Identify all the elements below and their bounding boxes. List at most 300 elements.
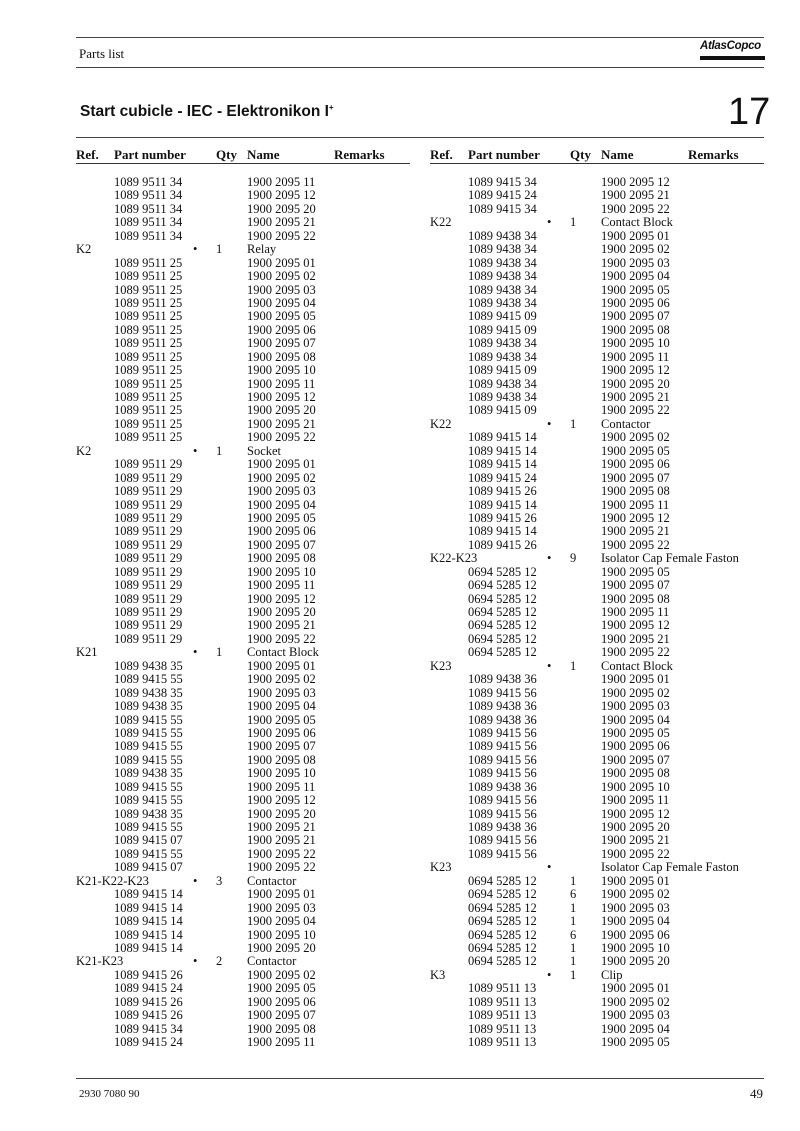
parts-row — [76, 431, 410, 444]
cell-name: 1900 2095 22 — [247, 846, 316, 861]
parts-row — [430, 660, 764, 673]
parts-row — [76, 270, 410, 283]
logo-wordmark: AtlasCopco — [700, 40, 761, 52]
cell-name: 1900 2095 11 — [247, 779, 316, 794]
cell-name: 1900 2095 12 — [247, 390, 316, 404]
parts-row — [76, 579, 410, 592]
parts-row — [76, 969, 410, 982]
parts-row — [76, 1009, 410, 1022]
parts-row — [430, 619, 764, 632]
cell-name: 1900 2095 07 — [247, 537, 316, 552]
cell-part-number: 1089 9438 35 — [114, 699, 183, 714]
cell-name: 1900 2095 05 — [247, 309, 316, 324]
cell-name: 1900 2095 12 — [601, 363, 670, 378]
cell-name: 1900 2095 08 — [247, 1021, 316, 1036]
column-header — [76, 147, 410, 164]
parts-row — [76, 378, 410, 391]
parts-row — [430, 243, 764, 256]
cell-part-number: 0694 5285 12 — [468, 564, 537, 579]
col-part-number-header: Part number — [468, 147, 540, 162]
cell-qty: 1 — [570, 940, 577, 955]
col-name-header: Name — [601, 147, 634, 162]
parts-row — [430, 942, 764, 955]
cell-part-number: 1089 9511 25 — [114, 295, 183, 310]
cell-ref: K23 — [430, 658, 452, 673]
cell-part-number: 0694 5285 12 — [468, 900, 537, 915]
cell-part-number: 1089 9415 56 — [468, 685, 537, 700]
parts-row — [76, 633, 410, 646]
cell-name: 1900 2095 06 — [247, 322, 316, 337]
cell-qty: 9 — [570, 551, 577, 566]
cell-part-number: 1089 9415 07 — [114, 860, 183, 875]
col-part-number-header: Part number — [114, 147, 186, 162]
cell-part-number: 1089 9415 26 — [468, 484, 537, 499]
cell-name: 1900 2095 01 — [601, 981, 670, 996]
cell-part-number: 1089 9511 25 — [114, 363, 183, 378]
cell-part-number: 1089 9511 29 — [114, 578, 183, 593]
cell-name: 1900 2095 06 — [601, 457, 670, 472]
cell-part-number: 1089 9415 24 — [114, 981, 183, 996]
cell-bullet: • — [193, 443, 198, 458]
cell-part-number: 1089 9415 14 — [468, 430, 537, 445]
parts-row — [76, 714, 410, 727]
cell-qty: 6 — [570, 927, 577, 942]
parts-row — [76, 808, 410, 821]
cell-part-number: 1089 9511 29 — [114, 524, 183, 539]
parts-row — [76, 781, 410, 794]
cell-part-number: 1089 9415 24 — [468, 470, 537, 485]
section-title-text: Start cubicle - IEC - Elektronikon I — [80, 103, 329, 121]
cell-ref: K22 — [430, 416, 452, 431]
parts-row — [76, 243, 410, 256]
cell-part-number: 1089 9511 29 — [114, 551, 183, 566]
parts-row — [76, 955, 410, 968]
parts-row — [76, 821, 410, 834]
cell-part-number: 0694 5285 12 — [468, 631, 537, 646]
cell-qty: 1 — [216, 443, 223, 458]
cell-part-number: 1089 9511 29 — [114, 564, 183, 579]
parts-row — [76, 472, 410, 485]
cell-part-number: 1089 9511 13 — [468, 981, 537, 996]
cell-name: 1900 2095 08 — [601, 484, 670, 499]
cell-part-number: 1089 9415 24 — [114, 1035, 183, 1049]
cell-name: 1900 2095 21 — [601, 524, 670, 539]
parts-row — [430, 740, 764, 753]
cell-name: 1900 2095 04 — [601, 1021, 670, 1036]
cell-part-number: 1089 9438 34 — [468, 242, 537, 257]
parts-row — [430, 404, 764, 417]
cell-part-number: 1089 9511 25 — [114, 349, 183, 364]
parts-rows-left — [76, 176, 410, 1049]
parts-row — [76, 606, 410, 619]
col-name-header: Name — [247, 147, 280, 162]
cell-name: Contact Block — [247, 645, 319, 660]
cell-part-number: 1089 9415 09 — [468, 363, 537, 378]
cell-qty: 1 — [570, 954, 577, 969]
cell-name: 1900 2095 08 — [247, 349, 316, 364]
logo-bar — [700, 56, 765, 60]
parts-row — [76, 525, 410, 538]
parts-row — [76, 673, 410, 686]
parts-row — [76, 687, 410, 700]
cell-name: Socket — [247, 443, 282, 458]
cell-name: 1900 2095 06 — [601, 927, 670, 942]
parts-column-left — [76, 147, 410, 1049]
cell-name: 1900 2095 22 — [247, 430, 316, 445]
section-title — [80, 103, 334, 121]
cell-name: 1900 2095 21 — [247, 416, 316, 431]
cell-part-number: 1089 9438 36 — [468, 672, 537, 687]
cell-qty: 6 — [570, 887, 577, 902]
cell-part-number: 1089 9438 34 — [468, 255, 537, 270]
cell-part-number: 1089 9415 14 — [114, 914, 183, 929]
parts-row — [76, 740, 410, 753]
cell-part-number: 1089 9511 13 — [468, 994, 537, 1009]
cell-name: 1900 2095 02 — [601, 242, 670, 257]
cell-name: Contactor — [247, 954, 297, 969]
cell-part-number: 1089 9415 07 — [114, 833, 183, 848]
cell-bullet: • — [193, 645, 198, 660]
cell-ref: K3 — [430, 967, 446, 982]
parts-row — [430, 257, 764, 270]
parts-row — [76, 499, 410, 512]
cell-part-number: 1089 9511 29 — [114, 470, 183, 485]
column-header — [430, 147, 764, 164]
cell-name: 1900 2095 06 — [247, 994, 316, 1009]
cell-part-number: 1089 9415 26 — [114, 1008, 183, 1023]
parts-row — [430, 767, 764, 780]
cell-name: 1900 2095 21 — [247, 820, 316, 834]
cell-part-number: 1089 9511 29 — [114, 484, 183, 499]
cell-name: 1900 2095 01 — [247, 255, 316, 270]
cell-part-number: 0694 5285 12 — [468, 914, 537, 929]
parts-row — [76, 1036, 410, 1049]
cell-part-number: 0694 5285 12 — [468, 618, 537, 633]
cell-name: 1900 2095 03 — [601, 699, 670, 714]
parts-row — [430, 176, 764, 189]
section-number: 17 — [728, 91, 771, 133]
parts-row — [430, 566, 764, 579]
parts-row — [430, 875, 764, 888]
cell-bullet: • — [547, 860, 552, 875]
cell-part-number: 1089 9438 34 — [468, 376, 537, 391]
cell-name: 1900 2095 02 — [601, 994, 670, 1009]
cell-qty: 1 — [570, 900, 577, 915]
cell-name: 1900 2095 12 — [601, 806, 670, 821]
cell-part-number: 0694 5285 12 — [468, 940, 537, 955]
cell-name: 1900 2095 21 — [247, 833, 316, 848]
parts-row — [76, 646, 410, 659]
cell-qty: 1 — [570, 658, 577, 673]
cell-name: 1900 2095 12 — [247, 591, 316, 606]
cell-name: Relay — [247, 242, 277, 257]
cell-name: 1900 2095 05 — [247, 712, 316, 727]
cell-name: 1900 2095 10 — [601, 336, 670, 351]
parts-row — [430, 861, 764, 874]
cell-part-number: 1089 9415 56 — [468, 766, 537, 781]
cell-part-number: 0694 5285 12 — [468, 954, 537, 969]
parts-row — [430, 1036, 764, 1049]
cell-part-number: 1089 9415 56 — [468, 846, 537, 861]
parts-row — [76, 189, 410, 202]
cell-part-number: 1089 9415 55 — [114, 725, 183, 740]
parts-row — [430, 189, 764, 202]
cell-qty: 1 — [216, 645, 223, 660]
parts-row — [76, 485, 410, 498]
cell-name: 1900 2095 02 — [247, 672, 316, 687]
cell-part-number: 0694 5285 12 — [468, 927, 537, 942]
cell-part-number: 1089 9511 13 — [468, 1021, 537, 1036]
cell-name: 1900 2095 07 — [247, 1008, 316, 1023]
parts-row — [430, 230, 764, 243]
cell-name: 1900 2095 06 — [247, 725, 316, 740]
cell-part-number: 1089 9511 34 — [114, 228, 183, 243]
cell-part-number: 1089 9415 55 — [114, 846, 183, 861]
cell-name: 1900 2095 01 — [247, 887, 316, 902]
cell-name: 1900 2095 21 — [601, 833, 670, 848]
cell-ref: K22 — [430, 215, 452, 230]
parts-row — [76, 834, 410, 847]
parts-row — [76, 512, 410, 525]
cell-part-number: 1089 9511 25 — [114, 430, 183, 445]
parts-row — [76, 794, 410, 807]
cell-bullet: • — [547, 967, 552, 982]
cell-name: 1900 2095 21 — [601, 188, 670, 203]
cell-part-number: 1089 9415 56 — [468, 793, 537, 808]
cell-part-number: 1089 9415 26 — [468, 510, 537, 525]
cell-name: 1900 2095 06 — [601, 739, 670, 754]
parts-row — [76, 888, 410, 901]
parts-row — [76, 915, 410, 928]
parts-row — [430, 834, 764, 847]
cell-part-number: 1089 9415 14 — [468, 524, 537, 539]
cell-qty: 1 — [570, 967, 577, 982]
parts-row — [430, 552, 764, 565]
cell-name: 1900 2095 12 — [601, 510, 670, 525]
parts-row — [430, 915, 764, 928]
cell-part-number: 1089 9415 09 — [468, 309, 537, 324]
parts-row — [76, 176, 410, 189]
parts-row — [76, 861, 410, 874]
cell-qty: 1 — [570, 873, 577, 888]
cell-part-number: 1089 9415 24 — [468, 188, 537, 203]
parts-row — [430, 673, 764, 686]
cell-part-number: 1089 9511 25 — [114, 309, 183, 324]
cell-part-number: 1089 9415 26 — [468, 537, 537, 552]
cell-part-number: 0694 5285 12 — [468, 645, 537, 660]
cell-part-number: 1089 9415 26 — [114, 994, 183, 1009]
parts-row — [76, 552, 410, 565]
cell-name: 1900 2095 01 — [601, 873, 670, 888]
cell-name: 1900 2095 22 — [247, 631, 316, 646]
cell-part-number: 1089 9438 34 — [468, 349, 537, 364]
cell-part-number: 1089 9511 29 — [114, 457, 183, 472]
parts-row — [430, 378, 764, 391]
cell-name: 1900 2095 04 — [247, 497, 316, 512]
parts-row — [430, 888, 764, 901]
parts-row — [76, 875, 410, 888]
cell-part-number: 0694 5285 12 — [468, 605, 537, 619]
cell-name: 1900 2095 05 — [601, 443, 670, 458]
cell-name: 1900 2095 11 — [247, 376, 316, 391]
cell-name: Contact Block — [601, 215, 673, 230]
cell-name: 1900 2095 20 — [247, 605, 316, 619]
parts-row — [430, 418, 764, 431]
cell-part-number: 1089 9415 56 — [468, 833, 537, 848]
cell-part-number: 1089 9438 34 — [468, 336, 537, 351]
cell-name: 1900 2095 04 — [601, 712, 670, 727]
parts-row — [76, 660, 410, 673]
cell-part-number: 1089 9415 14 — [114, 887, 183, 902]
cell-qty: 1 — [570, 215, 577, 230]
cell-part-number: 1089 9511 13 — [468, 1008, 537, 1023]
parts-row — [430, 472, 764, 485]
cell-part-number: 1089 9511 29 — [114, 510, 183, 525]
parts-row — [76, 445, 410, 458]
atlas-copco-logo — [700, 38, 765, 66]
cell-name: 1900 2095 20 — [247, 806, 316, 821]
cell-name: 1900 2095 05 — [247, 981, 316, 996]
cell-name: Clip — [601, 967, 623, 982]
cell-part-number: 1089 9415 55 — [114, 712, 183, 727]
section-title-superscript: + — [328, 103, 334, 112]
cell-part-number: 1089 9415 14 — [468, 497, 537, 512]
cell-name: 1900 2095 11 — [601, 497, 670, 512]
cell-name: 1900 2095 20 — [601, 954, 670, 969]
parts-row — [76, 767, 410, 780]
parts-row — [76, 1023, 410, 1036]
cell-name: 1900 2095 03 — [247, 900, 316, 915]
cell-part-number: 1089 9415 55 — [114, 820, 183, 834]
parts-row — [430, 539, 764, 552]
cell-name: 1900 2095 04 — [601, 269, 670, 284]
cell-part-number: 1089 9415 56 — [468, 739, 537, 754]
cell-part-number: 1089 9415 34 — [114, 1021, 183, 1036]
cell-name: 1900 2095 07 — [601, 470, 670, 485]
parts-row — [430, 310, 764, 323]
cell-part-number: 1089 9438 34 — [468, 269, 537, 284]
cell-part-number: 1089 9415 14 — [468, 443, 537, 458]
parts-row — [430, 337, 764, 350]
cell-bullet: • — [547, 551, 552, 566]
cell-bullet: • — [193, 873, 198, 888]
cell-part-number: 1089 9511 29 — [114, 591, 183, 606]
document-number: 2930 7080 90 — [79, 1088, 140, 1100]
cell-name: 1900 2095 05 — [601, 1035, 670, 1049]
cell-name: 1900 2095 01 — [247, 457, 316, 472]
cell-name: 1900 2095 11 — [247, 578, 316, 593]
cell-part-number: 1089 9438 35 — [114, 658, 183, 673]
cell-name: 1900 2095 11 — [247, 1035, 316, 1049]
parts-row — [76, 418, 410, 431]
cell-part-number: 1089 9415 14 — [114, 900, 183, 915]
cell-name: 1900 2095 07 — [601, 309, 670, 324]
parts-row — [76, 848, 410, 861]
cell-ref: K21 — [76, 645, 98, 660]
parts-row — [430, 606, 764, 619]
parts-row — [430, 324, 764, 337]
cell-name: 1900 2095 21 — [247, 215, 316, 230]
parts-row — [430, 781, 764, 794]
cell-part-number: 1089 9415 56 — [468, 752, 537, 767]
cell-part-number: 1089 9511 25 — [114, 403, 183, 418]
parts-row — [430, 445, 764, 458]
cell-part-number: 1089 9415 14 — [114, 940, 183, 955]
cell-name: 1900 2095 20 — [601, 820, 670, 834]
cell-name: 1900 2095 02 — [247, 269, 316, 284]
cell-bullet: • — [193, 954, 198, 969]
parts-row — [430, 458, 764, 471]
parts-row — [76, 727, 410, 740]
parts-row — [76, 754, 410, 767]
cell-name: 1900 2095 01 — [247, 658, 316, 673]
cell-bullet: • — [547, 658, 552, 673]
cell-name: 1900 2095 10 — [247, 564, 316, 579]
cell-part-number: 1089 9415 26 — [114, 967, 183, 982]
cell-part-number: 1089 9511 25 — [114, 336, 183, 351]
cell-ref: K21-K22-K23 — [76, 873, 149, 888]
cell-name: 1900 2095 21 — [601, 390, 670, 404]
cell-name: 1900 2095 05 — [247, 510, 316, 525]
header-rule-top — [76, 37, 764, 38]
parts-row — [430, 1009, 764, 1022]
parts-row — [430, 996, 764, 1009]
cell-part-number: 1089 9415 56 — [468, 725, 537, 740]
parts-row — [430, 848, 764, 861]
cell-ref: K21-K23 — [76, 954, 124, 969]
cell-name: 1900 2095 10 — [247, 927, 316, 942]
parts-row — [430, 821, 764, 834]
cell-name: 1900 2095 08 — [601, 766, 670, 781]
cell-ref: K23 — [430, 860, 452, 875]
cell-name: 1900 2095 12 — [247, 188, 316, 203]
cell-part-number: 1089 9438 36 — [468, 820, 537, 834]
cell-qty: 1 — [216, 242, 223, 257]
cell-name: 1900 2095 22 — [601, 846, 670, 861]
parts-row — [76, 700, 410, 713]
cell-part-number: 1089 9415 14 — [468, 457, 537, 472]
cell-name: 1900 2095 02 — [601, 887, 670, 902]
cell-part-number: 1089 9511 29 — [114, 631, 183, 646]
parts-row — [76, 391, 410, 404]
cell-name: Isolator Cap Female Faston — [601, 860, 739, 875]
parts-row — [430, 982, 764, 995]
parts-row — [430, 499, 764, 512]
cell-part-number: 1089 9511 34 — [114, 215, 183, 230]
cell-name: 1900 2095 22 — [247, 228, 316, 243]
parts-row — [76, 902, 410, 915]
cell-name: 1900 2095 02 — [601, 685, 670, 700]
cell-part-number: 1089 9438 36 — [468, 699, 537, 714]
cell-part-number: 1089 9438 35 — [114, 766, 183, 781]
cell-part-number: 1089 9438 34 — [468, 228, 537, 243]
parts-row — [430, 714, 764, 727]
cell-name: 1900 2095 03 — [601, 255, 670, 270]
parts-row — [76, 203, 410, 216]
cell-name: 1900 2095 22 — [601, 201, 670, 216]
col-ref-header: Ref. — [76, 147, 99, 162]
cell-name: 1900 2095 22 — [601, 645, 670, 660]
cell-name: 1900 2095 12 — [601, 175, 670, 189]
cell-name: 1900 2095 03 — [247, 484, 316, 499]
section-rule — [76, 137, 764, 138]
cell-part-number: 1089 9511 25 — [114, 255, 183, 270]
parts-row — [430, 1023, 764, 1036]
cell-ref: K22-K23 — [430, 551, 478, 566]
cell-name: 1900 2095 20 — [601, 376, 670, 391]
cell-qty: 3 — [216, 873, 223, 888]
cell-name: Contact Block — [601, 658, 673, 673]
